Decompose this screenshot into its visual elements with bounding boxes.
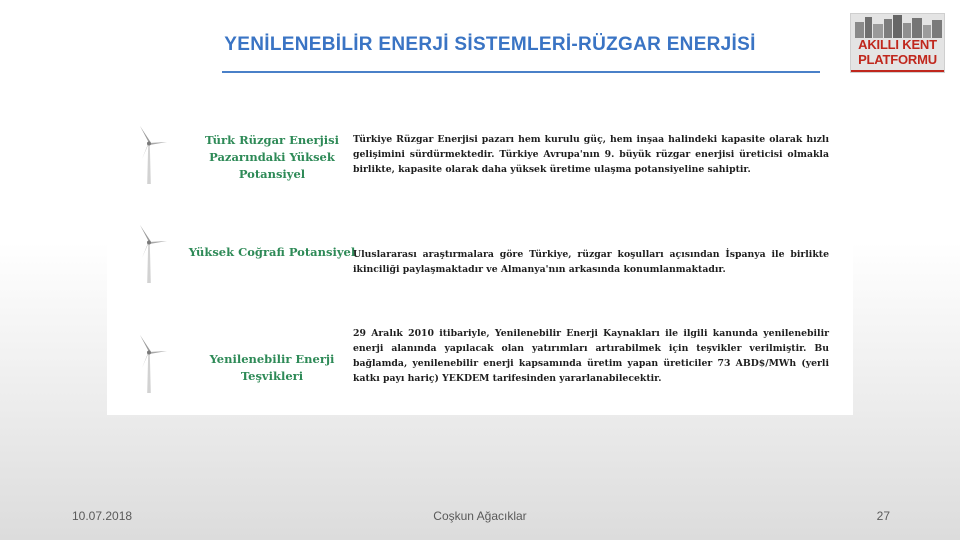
item-heading: Yenilenebilir Enerji Teşvikleri <box>209 352 335 383</box>
logo-line-2: PLATFORMU <box>858 52 937 67</box>
content-panel <box>107 98 853 415</box>
footer-author: Coşkun Ağacıklar <box>433 509 527 523</box>
item-heading: Türk Rüzgar Enerjisi Pazarındaki Yüksek Potansiyel <box>205 133 339 181</box>
footer-date: 10.07.2018 <box>72 509 133 523</box>
wind-turbine-icon <box>129 123 169 185</box>
item-heading: Yüksek Coğrafi Potansiyel <box>188 245 356 259</box>
akilli-kent-logo <box>850 13 945 73</box>
item-text: Uluslararası araştırmalara göre Türkiye, rüzgar koşulları açısından İspanya ile birlikte ikinciliği paylaşmaktadır ve Almanya'nın arkasında konumlanmaktadır. <box>353 249 829 275</box>
page-number: 27 <box>876 509 890 523</box>
wind-turbine-icon <box>129 332 169 394</box>
title-underline <box>222 71 820 73</box>
item-text: 29 Aralık 2010 itibariyle, Yenilenebilir Enerji Kaynakları ile ilgili kanunda yenilenebilir enerji alanında yapılacak olan yatırımları artırabilmek için teşvikler verilmiştir. Bu bağlamda, yenilenebilir enerji kapsamında üretim yapan üreticiler 73 ABD$/MWh (yerli katkı payı hariç) YEKDEM tarifesinden yararlanabilecektir. <box>353 328 829 384</box>
wind-turbine-icon <box>129 222 169 284</box>
slide-title: YENİLENEBİLİR ENERJİ SİSTEMLERİ-RÜZGAR ENERJİSİ <box>224 34 756 55</box>
logo-line-1: AKILLI KENT <box>858 37 937 52</box>
item-text: Türkiye Rüzgar Enerjisi pazarı hem kurulu güç, hem inşaa halindeki kapasite olarak hızlı gelişimini sürdürmektedir. Türkiye Avrupa'nın 9. büyük rüzgar enerjisi üreticisi olmakla birlikte, kapasite olarak daha yüksek üretime ulaşma potansiyeline sahiptir. <box>353 134 829 175</box>
